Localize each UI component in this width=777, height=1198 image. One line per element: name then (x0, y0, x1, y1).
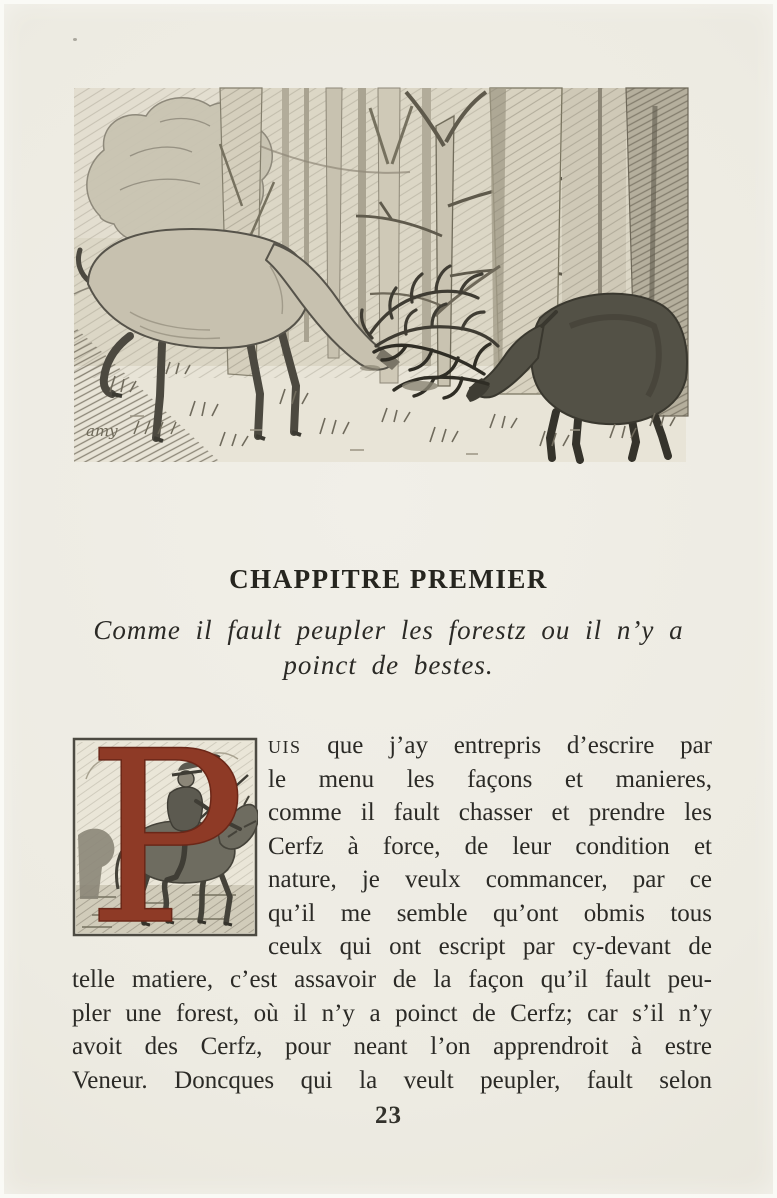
chapter-subtitle (40, 613, 737, 683)
stags-illustration (70, 86, 690, 464)
body-line-text: que j’ay entrepris d’escrire par (301, 732, 712, 759)
body-line: Cerfz à force, de leur condition et (268, 832, 712, 860)
smallcaps-word: uis (268, 732, 302, 759)
body-line: nature, je veulx commancer, par ce (268, 866, 712, 893)
body-line: pler une forest, où il n’y a poinct de Cerfz; car s’il n’y (72, 999, 712, 1027)
artist-signature: amy (86, 422, 118, 440)
paper-speck (73, 38, 77, 41)
subtitle-line-1: Comme il fault peupler les forestz ou il n’y a (93, 615, 684, 645)
body-line: telle matiere, c’est assavoir de la façon qu’il fault peu- (72, 966, 712, 993)
body-line (268, 729, 712, 763)
body-line: le menu les façons et manieres, (268, 765, 712, 793)
paragraph-beside-dropcap (268, 729, 712, 964)
body-line: avoit des Cerfz, pour neant l’on apprendroit à estre (72, 1033, 712, 1060)
subtitle-line-2: poinct de bestes. (283, 650, 494, 680)
body-line: qu’il me semble qu’ont obmis tous (268, 899, 712, 927)
body-line: comme il fault chasser et prendre les (268, 799, 712, 826)
page-number: 23 (375, 1102, 402, 1129)
drop-cap-letter: P (86, 737, 247, 937)
chapter-title: CHAPPITRE PREMIER (229, 564, 548, 594)
paragraph-full-width (72, 963, 712, 1097)
drop-cap-initial (72, 737, 258, 937)
body-line: Veneur. Doncques qui la veult peupler, fault selon (72, 1066, 712, 1094)
body-line: ceulx qui ont escript par cy-devant de (268, 933, 712, 960)
